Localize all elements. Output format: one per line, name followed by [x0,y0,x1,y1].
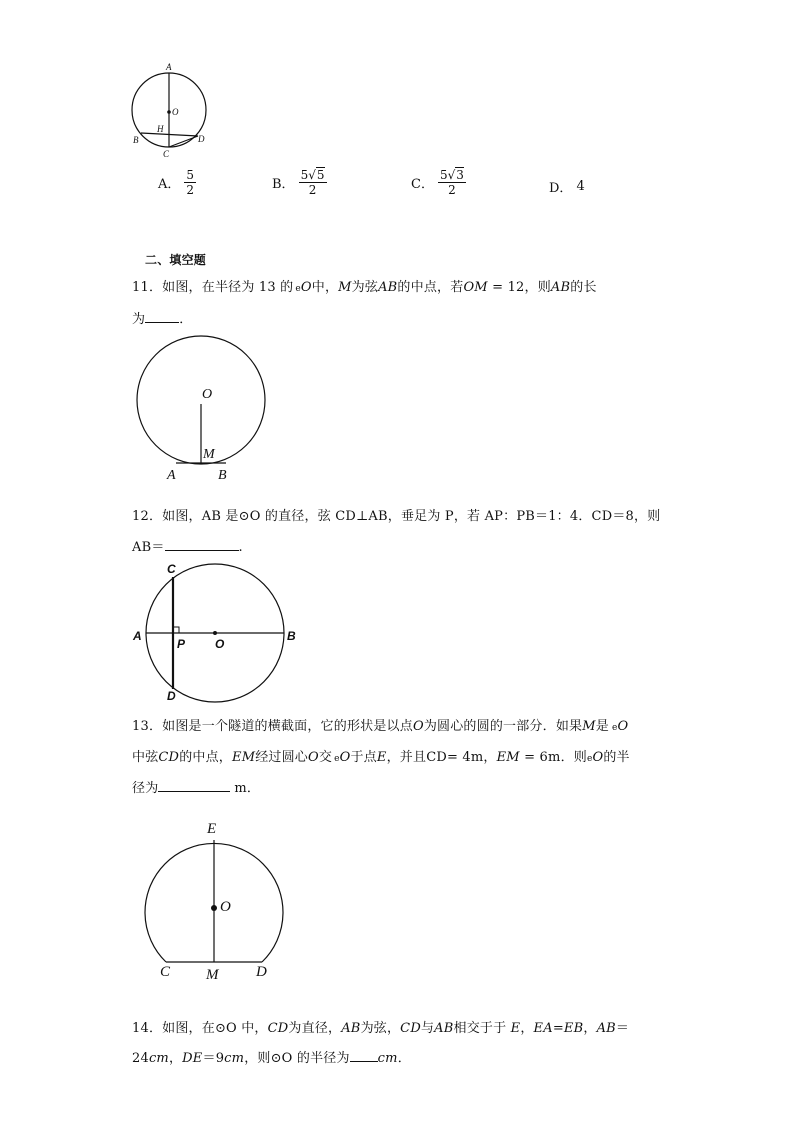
q11-line2-text: 为 [132,312,146,327]
q11-ab: AB [378,280,398,295]
q11-text-b: 中， [311,280,339,295]
q14-cd: CD [267,1021,289,1036]
option-c-den: 2 [448,183,456,197]
q13-o: O [412,719,424,734]
q11-ab-2: AB [550,280,571,295]
q13-o-2: O [617,719,629,734]
q14-line1 [132,1017,629,1036]
label-m: M [206,967,219,983]
label-o: O [202,387,213,402]
q13-o-3: O [308,750,319,765]
q13-text-l: 径为 [132,781,159,796]
label-b: B [218,468,227,483]
q13-text-k: 的半 [603,750,630,765]
label-c: C [160,964,171,980]
q11-text-f: 的长 [570,280,597,295]
option-b-num-wrap: 5√5 [300,168,325,182]
q14-text-d: 与 [420,1021,435,1036]
q11-m: M [338,280,352,295]
option-b-num: 5 [300,168,309,182]
q14-text-g: ， [583,1021,597,1036]
q12-line1: 12．如图，AB 是⊙O 的直径，弦 CD⊥AB，垂足为 P，若 AP：PB＝1：4．CD＝8，则 [132,509,661,524]
q13-text-e: 的中点， [179,750,232,765]
q13-text-b: 为圆心的圆的一部分．如果 [423,719,583,734]
q13-em: EM [232,750,256,765]
q13-text-f: 经过圆心 [255,750,309,765]
q13-em-eq: = 6m [519,750,561,765]
option-b-den: 2 [308,183,317,197]
q14-text-k: ＝9 [202,1051,225,1066]
q13-text-a: 13．如图是一个隧道的横截面，它的形状是以点 [132,719,413,734]
label-c: C [167,562,176,576]
label-o: O [215,637,225,651]
q14-text-b: 为直径， [288,1021,342,1036]
q14-ab: AB [341,1021,361,1036]
q12-end: . [238,540,243,555]
q14-text-m: ． [397,1051,411,1066]
center-dot [211,905,217,911]
q13-comma: ， [483,750,497,765]
q12-line2-text: AB＝ [132,540,165,555]
label-b: B [133,135,139,145]
option-b-letter: B． [272,177,295,192]
circle-symbol: e [611,723,618,733]
q14-text-c: 为弦， [360,1021,401,1036]
label-b: B [287,629,296,643]
q13-text-j: ．则 [560,750,587,765]
q13-text-m: m． [234,781,261,796]
q14-ab-3: AB [596,1021,616,1036]
q14-e: E [510,1021,521,1036]
q14-ea-eb: EA=EB [533,1021,584,1036]
q14-line2 [132,1047,411,1066]
q13-text-h: 于点 [350,750,377,765]
label-d: D [198,134,205,144]
q14-cd-2: CD [400,1021,421,1036]
option-c-num-wrap: 5√3 [439,168,464,182]
label-a: A [167,468,176,483]
q11-text-e: ，则 [524,280,551,295]
q13-text-c: 是 [595,719,609,734]
q14-de: DE [182,1051,203,1066]
circle-symbol: e [586,754,593,764]
q14-text-j: ， [168,1051,183,1066]
q14-cm-2: cm [224,1051,245,1066]
q13-o-5: O [592,750,604,765]
label-p: P [177,637,186,651]
q14-ab-2: AB [434,1021,454,1036]
q13-m: M [582,719,596,734]
circle-symbol: e [295,284,301,294]
q11-text-c: 为弦 [351,280,379,295]
q14-text-a: 14．如图，在⊙O 中， [132,1021,268,1036]
q14-text-e: 相交于于 [453,1021,511,1036]
q13-em-2: EM [496,750,520,765]
option-b-root: 5 [316,168,325,182]
q13-e: E [376,750,387,765]
q13-text-d: 中弦 [132,750,159,765]
option-c-letter: C． [411,177,434,192]
q13-o-4: O [339,750,351,765]
answer-blank[interactable] [350,1049,378,1062]
label-a: A [133,629,142,643]
q14-text-h: ＝ [615,1021,630,1036]
label-c: C [163,149,170,159]
q14-text-f: ， [520,1021,534,1036]
option-a-den: 2 [186,183,195,197]
section-title: 二、填空题 [145,253,207,267]
label-o: O [172,107,179,117]
q11-o: O [300,280,312,295]
q11-end: ． [179,312,193,327]
q13-cd: CD [158,750,180,765]
q11-eq: = 12 [487,280,525,295]
option-d-value: 4 [576,179,585,194]
q11-om: OM [463,280,488,295]
option-a-num: 5 [186,168,195,182]
q14-cm: cm [148,1051,169,1066]
label-e: E [207,821,217,837]
option-c-num: 5 [439,168,448,182]
q13-text-g: 交 [318,750,333,765]
q14-text-l: ，则⊙O 的半径为 [244,1051,350,1066]
label-a: A [166,62,172,72]
q13-cd-eq: CD= 4m [426,750,484,765]
option-a-letter: A． [158,177,181,192]
option-d-letter: D． [549,181,573,196]
circle-symbol: e [334,754,340,764]
q11-text-d: 的中点，若 [397,280,464,295]
q13-text-i: ，并且 [386,750,427,765]
label-d: D [256,964,267,980]
label-m: M [203,447,215,462]
label-d: D [167,689,176,703]
option-c-root: 3 [456,168,464,182]
label-o: O [220,899,231,915]
q11-text-a: 11．如图，在半径为 13 的 [132,280,294,295]
q14-cm-3: cm [377,1051,398,1066]
label-h: H [157,124,164,134]
q14-text-i: 24 [132,1051,149,1066]
